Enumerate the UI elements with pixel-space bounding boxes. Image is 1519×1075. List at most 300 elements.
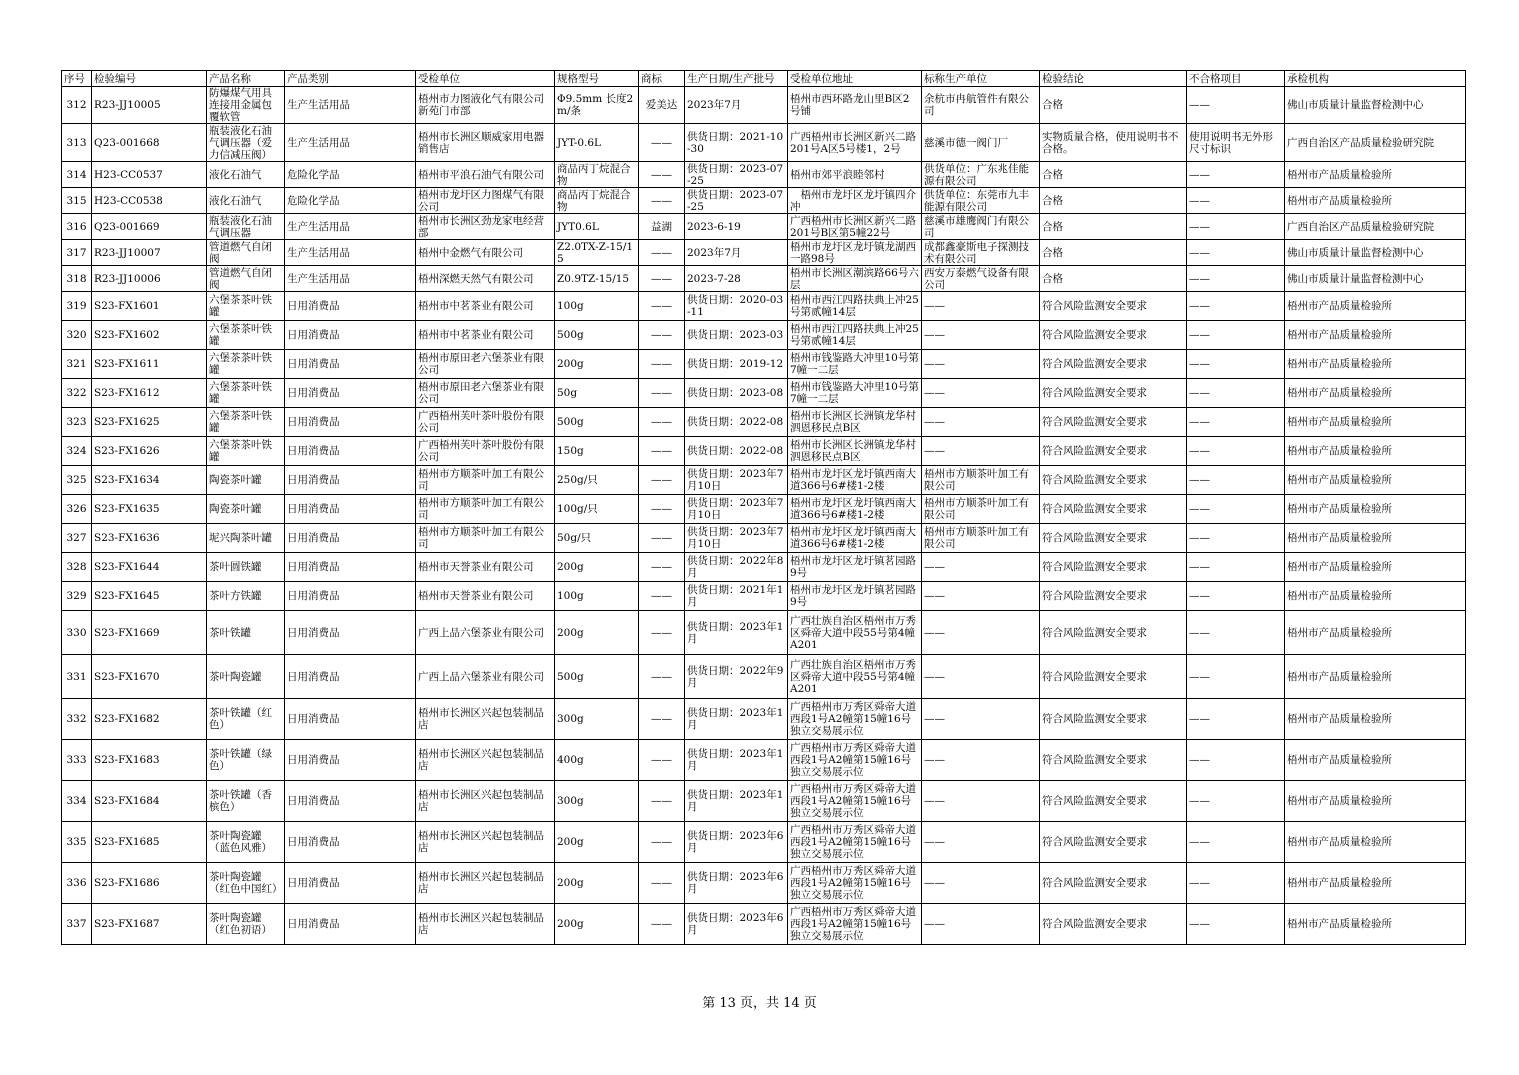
cell-inspection-agency: 梧州市产品质量检验所 — [1285, 162, 1466, 188]
cell-inspection-no: S23-FX1612 — [92, 379, 207, 408]
table-row — [62, 350, 1466, 379]
cell-unit-address: 广西壮族自治区梧州市万秀区舜帝大道中段55号第4幢A201 — [788, 611, 922, 655]
cell-manufacturer: 成都鑫豪斯电子探测技术有限公司 — [922, 240, 1040, 266]
cell-conclusion: 符合风险监测安全要求 — [1040, 699, 1187, 740]
cell-inspection-no: S23-FX1644 — [92, 553, 207, 582]
cell-product-name: 六堡茶茶叶铁罐 — [207, 379, 285, 408]
cell-inspection-no: S23-FX1634 — [92, 466, 207, 495]
cell-manufacturer: —— — [922, 553, 1040, 582]
cell-product-name: 茶叶铁罐（红色） — [207, 699, 285, 740]
cell-manufacturer: 慈溪市德一阀门厂 — [922, 124, 1040, 162]
cell-product-category: 危险化学品 — [285, 188, 416, 214]
cell-production-date: 供货日期：2022-08 — [685, 408, 788, 437]
cell-conclusion: 符合风险监测安全要求 — [1040, 524, 1187, 553]
cell-product-name: 六堡茶茶叶铁罐 — [207, 350, 285, 379]
cell-production-date: 供货日期：2022年9月 — [685, 655, 788, 699]
header-product-name: 产品名称 — [207, 71, 285, 87]
cell-production-date: 供货日期：2023年6月 — [685, 822, 788, 863]
cell-production-date: 供货日期：2022年8月 — [685, 553, 788, 582]
table-row — [62, 553, 1466, 582]
cell-trademark: —— — [639, 781, 685, 822]
cell-product-category: 日用消费品 — [285, 781, 416, 822]
cell-production-date: 供货日期：2021-10-30 — [685, 124, 788, 162]
cell-spec-model: 200g — [555, 350, 639, 379]
cell-spec-model: 50g — [555, 379, 639, 408]
cell-inspected-unit: 梧州市长洲区兴起包装制品店 — [416, 822, 555, 863]
cell-conclusion: 符合风险监测安全要求 — [1040, 582, 1187, 611]
cell-seq: 318 — [62, 266, 92, 292]
cell-inspection-agency: 广西自治区产品质量检验研究院 — [1285, 214, 1466, 240]
cell-inspection-no: S23-FX1602 — [92, 321, 207, 350]
cell-inspection-no: Q23-001669 — [92, 214, 207, 240]
cell-product-category: 日用消费品 — [285, 553, 416, 582]
header-seq: 序号 — [62, 71, 92, 87]
cell-conclusion: 符合风险监测安全要求 — [1040, 655, 1187, 699]
cell-inspection-agency: 梧州市产品质量检验所 — [1285, 466, 1466, 495]
cell-inspection-agency: 梧州市产品质量检验所 — [1285, 822, 1466, 863]
cell-failed-items: —— — [1187, 524, 1285, 553]
cell-failed-items: —— — [1187, 292, 1285, 321]
cell-failed-items: —— — [1187, 350, 1285, 379]
table-body — [62, 87, 1466, 945]
cell-trademark: —— — [639, 188, 685, 214]
cell-inspection-no: S23-FX1611 — [92, 350, 207, 379]
cell-product-category: 生产生活用品 — [285, 266, 416, 292]
cell-conclusion: 合格 — [1040, 240, 1187, 266]
cell-manufacturer: —— — [922, 863, 1040, 904]
cell-product-name: 茶叶铁罐（香槟色） — [207, 781, 285, 822]
cell-production-date: 供货日期：2023年1月 — [685, 611, 788, 655]
cell-product-category: 日用消费品 — [285, 582, 416, 611]
cell-production-date: 供货日期：2023年6月 — [685, 863, 788, 904]
cell-failed-items: —— — [1187, 437, 1285, 466]
cell-trademark: —— — [639, 495, 685, 524]
cell-failed-items: —— — [1187, 740, 1285, 781]
cell-conclusion: 符合风险监测安全要求 — [1040, 495, 1187, 524]
cell-seq: 320 — [62, 321, 92, 350]
cell-inspection-agency: 梧州市产品质量检验所 — [1285, 655, 1466, 699]
cell-failed-items: —— — [1187, 162, 1285, 188]
table-row — [62, 214, 1466, 240]
cell-manufacturer: 供货单位：广东兆佳能源有限公司 — [922, 162, 1040, 188]
cell-unit-address: 梧州市西环路龙山里B区2号铺 — [788, 87, 922, 124]
cell-production-date: 2023-7-28 — [685, 266, 788, 292]
page-number: 第 13 页，共 14 页 — [702, 996, 817, 1011]
cell-spec-model: 50g/只 — [555, 524, 639, 553]
cell-conclusion: 符合风险监测安全要求 — [1040, 350, 1187, 379]
cell-inspection-agency: 梧州市产品质量检验所 — [1285, 292, 1466, 321]
cell-conclusion: 符合风险监测安全要求 — [1040, 822, 1187, 863]
cell-inspection-no: S23-FX1635 — [92, 495, 207, 524]
cell-production-date: 供货日期：2020-03-11 — [685, 292, 788, 321]
cell-inspection-agency: 梧州市产品质量检验所 — [1285, 863, 1466, 904]
cell-failed-items: —— — [1187, 553, 1285, 582]
cell-inspection-agency: 梧州市产品质量检验所 — [1285, 188, 1466, 214]
cell-manufacturer: 梧州市方顺茶叶加工有限公司 — [922, 524, 1040, 553]
cell-inspected-unit: 广西梧州芙叶茶叶股份有限公司 — [416, 408, 555, 437]
cell-unit-address: 梧州市龙圩区龙圩镇茗园路9号 — [788, 582, 922, 611]
cell-unit-address: 梧州市龙圩区龙圩镇龙湖西一路98号 — [788, 240, 922, 266]
cell-product-name: 液化石油气 — [207, 162, 285, 188]
cell-conclusion: 合格 — [1040, 87, 1187, 124]
cell-manufacturer: —— — [922, 582, 1040, 611]
cell-production-date: 供货日期：2023年7月10日 — [685, 495, 788, 524]
cell-manufacturer: —— — [922, 781, 1040, 822]
cell-inspection-no: S23-FX1625 — [92, 408, 207, 437]
cell-trademark: —— — [639, 655, 685, 699]
cell-product-name: 六堡茶茶叶铁罐 — [207, 408, 285, 437]
cell-trademark: —— — [639, 822, 685, 863]
table-row — [62, 162, 1466, 188]
cell-failed-items: —— — [1187, 781, 1285, 822]
cell-seq: 313 — [62, 124, 92, 162]
cell-failed-items: —— — [1187, 214, 1285, 240]
cell-inspected-unit: 梧州深燃天然气有限公司 — [416, 266, 555, 292]
header-production-date: 生产日期/生产批号 — [685, 71, 788, 87]
cell-unit-address: 梧州市龙圩区龙圩镇西南大道366号6#楼1-2楼 — [788, 495, 922, 524]
cell-production-date: 供货日期：2021年1月 — [685, 582, 788, 611]
cell-inspected-unit: 梧州中金燃气有限公司 — [416, 240, 555, 266]
cell-spec-model: 300g — [555, 781, 639, 822]
cell-unit-address: 梧州市龙圩区龙圩镇西南大道366号6#楼1-2楼 — [788, 466, 922, 495]
cell-inspection-no: S23-FX1626 — [92, 437, 207, 466]
cell-unit-address: 广西梧州市万秀区舜帝大道西段1号A2幢第15幢16号独立交易展示位 — [788, 904, 922, 945]
cell-product-category: 日用消费品 — [285, 699, 416, 740]
cell-inspected-unit: 梧州市方顺茶叶加工有限公司 — [416, 495, 555, 524]
cell-product-category: 日用消费品 — [285, 524, 416, 553]
cell-manufacturer: 梧州市方顺茶叶加工有限公司 — [922, 466, 1040, 495]
cell-trademark: —— — [639, 379, 685, 408]
cell-unit-address: 梧州市长洲区潮滨路66号六层 — [788, 266, 922, 292]
table-row — [62, 321, 1466, 350]
cell-product-category: 日用消费品 — [285, 408, 416, 437]
cell-product-name: 茶叶铁罐 — [207, 611, 285, 655]
cell-inspection-agency: 梧州市产品质量检验所 — [1285, 582, 1466, 611]
cell-seq: 332 — [62, 699, 92, 740]
cell-product-category: 日用消费品 — [285, 863, 416, 904]
cell-product-category: 日用消费品 — [285, 655, 416, 699]
cell-product-category: 日用消费品 — [285, 466, 416, 495]
cell-manufacturer: —— — [922, 611, 1040, 655]
cell-product-name: 茶叶陶瓷罐（蓝色风雅） — [207, 822, 285, 863]
cell-spec-model: 200g — [555, 904, 639, 945]
cell-product-category: 危险化学品 — [285, 162, 416, 188]
cell-unit-address: 广西梧州市万秀区舜帝大道西段1号A2幢第15幢16号独立交易展示位 — [788, 699, 922, 740]
cell-trademark: —— — [639, 266, 685, 292]
cell-inspection-no: R23-JJ10006 — [92, 266, 207, 292]
cell-product-category: 日用消费品 — [285, 437, 416, 466]
cell-seq: 321 — [62, 350, 92, 379]
cell-conclusion: 合格 — [1040, 188, 1187, 214]
cell-inspected-unit: 梧州市长洲区劲龙家电经营部 — [416, 214, 555, 240]
cell-spec-model: Z2.0TX-Z-15/15 — [555, 240, 639, 266]
cell-trademark: —— — [639, 437, 685, 466]
cell-seq: 314 — [62, 162, 92, 188]
cell-manufacturer: —— — [922, 437, 1040, 466]
cell-manufacturer: 西安万泰燃气设备有限公司 — [922, 266, 1040, 292]
cell-inspection-agency: 梧州市产品质量检验所 — [1285, 408, 1466, 437]
cell-product-name: 坭兴陶茶叶罐 — [207, 524, 285, 553]
cell-inspected-unit: 广西上品六堡茶业有限公司 — [416, 611, 555, 655]
cell-failed-items: —— — [1187, 582, 1285, 611]
cell-seq: 319 — [62, 292, 92, 321]
cell-seq: 325 — [62, 466, 92, 495]
cell-trademark: —— — [639, 582, 685, 611]
cell-production-date: 供货日期：2023年1月 — [685, 699, 788, 740]
cell-inspection-no: H23-CC0537 — [92, 162, 207, 188]
cell-production-date: 2023年7月 — [685, 87, 788, 124]
cell-inspected-unit: 梧州市原田老六堡茶业有限公司 — [416, 350, 555, 379]
cell-manufacturer: —— — [922, 408, 1040, 437]
cell-spec-model: 200g — [555, 863, 639, 904]
cell-seq: 316 — [62, 214, 92, 240]
cell-inspected-unit: 梧州市方顺茶叶加工有限公司 — [416, 524, 555, 553]
cell-trademark: 益湖 — [639, 214, 685, 240]
cell-conclusion: 合格 — [1040, 214, 1187, 240]
header-inspected-unit: 受检单位 — [416, 71, 555, 87]
cell-inspection-agency: 梧州市产品质量检验所 — [1285, 495, 1466, 524]
cell-failed-items: —— — [1187, 266, 1285, 292]
cell-product-name: 茶叶方铁罐 — [207, 582, 285, 611]
cell-inspection-agency: 梧州市产品质量检验所 — [1285, 437, 1466, 466]
cell-trademark: —— — [639, 350, 685, 379]
cell-manufacturer: —— — [922, 350, 1040, 379]
cell-failed-items: —— — [1187, 822, 1285, 863]
cell-spec-model: 300g — [555, 699, 639, 740]
cell-unit-address: 梧州市长洲区长洲镇龙华村泗恩移民点B区 — [788, 408, 922, 437]
cell-failed-items: —— — [1187, 321, 1285, 350]
cell-inspection-agency: 佛山市质量计量监督检测中心 — [1285, 266, 1466, 292]
cell-inspection-agency: 梧州市产品质量检验所 — [1285, 350, 1466, 379]
cell-seq: 327 — [62, 524, 92, 553]
cell-seq: 337 — [62, 904, 92, 945]
cell-trademark: —— — [639, 740, 685, 781]
cell-unit-address: 梧州市龙圩区龙圩镇茗园路9号 — [788, 553, 922, 582]
cell-conclusion: 合格 — [1040, 266, 1187, 292]
cell-failed-items: —— — [1187, 408, 1285, 437]
cell-production-date: 供货日期：2023年7月10日 — [685, 466, 788, 495]
cell-unit-address: 广西梧州市万秀区舜帝大道西段1号A2幢第15幢16号独立交易展示位 — [788, 740, 922, 781]
table-row — [62, 87, 1466, 124]
cell-conclusion: 符合风险监测安全要求 — [1040, 379, 1187, 408]
table-row — [62, 524, 1466, 553]
cell-unit-address: 梧州市龙圩区龙圩镇四介冲 — [788, 188, 922, 214]
cell-product-name: 六堡茶茶叶铁罐 — [207, 292, 285, 321]
cell-seq: 315 — [62, 188, 92, 214]
cell-product-name: 瓶装液化石油气调压器（爱力信减压阀） — [207, 124, 285, 162]
cell-product-name: 六堡茶茶叶铁罐 — [207, 437, 285, 466]
cell-spec-model: 200g — [555, 822, 639, 863]
cell-inspected-unit: 梧州市中茗茶业有限公司 — [416, 321, 555, 350]
cell-spec-model: 500g — [555, 655, 639, 699]
cell-seq: 331 — [62, 655, 92, 699]
table-row — [62, 466, 1466, 495]
cell-trademark: —— — [639, 466, 685, 495]
table-row — [62, 188, 1466, 214]
cell-spec-model: 400g — [555, 740, 639, 781]
header-failed-items: 不合格项目 — [1187, 71, 1285, 87]
cell-inspection-no: S23-FX1636 — [92, 524, 207, 553]
cell-spec-model: 500g — [555, 408, 639, 437]
cell-production-date: 供货日期：2023年6月 — [685, 904, 788, 945]
cell-inspection-agency: 梧州市产品质量检验所 — [1285, 781, 1466, 822]
cell-product-name: 液化石油气 — [207, 188, 285, 214]
cell-seq: 317 — [62, 240, 92, 266]
cell-conclusion: 符合风险监测安全要求 — [1040, 408, 1187, 437]
cell-conclusion: 符合风险监测安全要求 — [1040, 904, 1187, 945]
table-row — [62, 292, 1466, 321]
table-row — [62, 699, 1466, 740]
cell-failed-items: —— — [1187, 87, 1285, 124]
cell-production-date: 供货日期：2022-08 — [685, 437, 788, 466]
cell-spec-model: 100g/只 — [555, 495, 639, 524]
cell-production-date: 供货日期：2023-08 — [685, 379, 788, 408]
cell-spec-model: Φ9.5mm 长度2m/条 — [555, 87, 639, 124]
cell-inspection-agency: 梧州市产品质量检验所 — [1285, 379, 1466, 408]
cell-inspected-unit: 梧州市长洲区兴起包装制品店 — [416, 904, 555, 945]
cell-trademark: —— — [639, 863, 685, 904]
cell-unit-address: 广西梧州市长洲区新兴二路201号A区5号楼1，2号 — [788, 124, 922, 162]
cell-production-date: 2023-6-19 — [685, 214, 788, 240]
cell-seq: 336 — [62, 863, 92, 904]
cell-failed-items: —— — [1187, 466, 1285, 495]
cell-unit-address: 广西梧州市万秀区舜帝大道西段1号A2幢第15幢16号独立交易展示位 — [788, 822, 922, 863]
cell-failed-items: —— — [1187, 611, 1285, 655]
cell-product-name: 防爆煤气用具连接用金属包覆软管 — [207, 87, 285, 124]
cell-product-category: 生产生活用品 — [285, 87, 416, 124]
cell-conclusion: 实物质量合格，使用说明书不合格。 — [1040, 124, 1187, 162]
table-header-row — [62, 71, 1466, 87]
cell-spec-model: 200g — [555, 611, 639, 655]
cell-inspected-unit: 梧州市天誉茶业有限公司 — [416, 582, 555, 611]
cell-failed-items: —— — [1187, 379, 1285, 408]
cell-production-date: 供货日期：2023-07-25 — [685, 162, 788, 188]
cell-trademark: 爱美达 — [639, 87, 685, 124]
cell-production-date: 供货日期：2019-12 — [685, 350, 788, 379]
cell-product-category: 日用消费品 — [285, 350, 416, 379]
cell-product-name: 陶瓷茶叶罐 — [207, 466, 285, 495]
cell-spec-model: 100g — [555, 582, 639, 611]
cell-conclusion: 符合风险监测安全要求 — [1040, 321, 1187, 350]
cell-product-category: 日用消费品 — [285, 379, 416, 408]
cell-inspected-unit: 广西上品六堡茶业有限公司 — [416, 655, 555, 699]
cell-product-category: 日用消费品 — [285, 611, 416, 655]
cell-inspection-no: S23-FX1683 — [92, 740, 207, 781]
cell-manufacturer: —— — [922, 292, 1040, 321]
cell-failed-items: —— — [1187, 495, 1285, 524]
cell-inspected-unit: 梧州市力图液化气有限公司新苑门市部 — [416, 87, 555, 124]
cell-seq: 324 — [62, 437, 92, 466]
cell-trademark: —— — [639, 408, 685, 437]
table-row — [62, 655, 1466, 699]
cell-manufacturer: 梧州市方顺茶叶加工有限公司 — [922, 495, 1040, 524]
cell-unit-address: 梧州市长洲区长洲镇龙华村泗恩移民点B区 — [788, 437, 922, 466]
cell-failed-items: —— — [1187, 699, 1285, 740]
cell-failed-items: 使用说明书无外形尺寸标识 — [1187, 124, 1285, 162]
cell-manufacturer: —— — [922, 655, 1040, 699]
cell-inspected-unit: 梧州市平浪石油气有限公司 — [416, 162, 555, 188]
header-inspection-agency: 承检机构 — [1285, 71, 1466, 87]
cell-product-category: 日用消费品 — [285, 740, 416, 781]
cell-spec-model: 商品丙丁烷混合物 — [555, 188, 639, 214]
header-spec-model: 规格型号 — [555, 71, 639, 87]
cell-product-name: 茶叶铁罐（绿色） — [207, 740, 285, 781]
table-row — [62, 495, 1466, 524]
cell-inspected-unit: 梧州市天誉茶业有限公司 — [416, 553, 555, 582]
cell-product-name: 茶叶圆铁罐 — [207, 553, 285, 582]
cell-spec-model: Z0.9TZ-15/15 — [555, 266, 639, 292]
cell-unit-address: 梧州市郊平浪睦邻村 — [788, 162, 922, 188]
cell-spec-model: JYT0.6L — [555, 214, 639, 240]
cell-spec-model: 250g/只 — [555, 466, 639, 495]
cell-inspection-no: S23-FX1645 — [92, 582, 207, 611]
cell-failed-items: —— — [1187, 188, 1285, 214]
cell-production-date: 供货日期：2023-03 — [685, 321, 788, 350]
cell-inspection-no: S23-FX1685 — [92, 822, 207, 863]
cell-product-name: 茶叶陶瓷罐（红色初语） — [207, 904, 285, 945]
cell-product-name: 茶叶陶瓷罐（红色中国红） — [207, 863, 285, 904]
cell-seq: 326 — [62, 495, 92, 524]
cell-unit-address: 梧州市钱鉴路大冲里10号第7幢一二层 — [788, 350, 922, 379]
cell-conclusion: 合格 — [1040, 162, 1187, 188]
cell-failed-items: —— — [1187, 655, 1285, 699]
cell-inspected-unit: 广西梧州芙叶茶叶股份有限公司 — [416, 437, 555, 466]
cell-seq: 323 — [62, 408, 92, 437]
cell-product-name: 六堡茶茶叶铁罐 — [207, 321, 285, 350]
cell-seq: 322 — [62, 379, 92, 408]
cell-seq: 335 — [62, 822, 92, 863]
header-manufacturer: 标称生产单位 — [922, 71, 1040, 87]
table-row — [62, 904, 1466, 945]
cell-trademark: —— — [639, 321, 685, 350]
table-row — [62, 408, 1466, 437]
cell-unit-address: 梧州市钱鉴路大冲里10号第7幢一二层 — [788, 379, 922, 408]
cell-unit-address: 广西梧州市万秀区舜帝大道西段1号A2幢第15幢16号独立交易展示位 — [788, 863, 922, 904]
cell-inspection-agency: 梧州市产品质量检验所 — [1285, 321, 1466, 350]
cell-inspection-agency: 梧州市产品质量检验所 — [1285, 699, 1466, 740]
cell-failed-items: —— — [1187, 904, 1285, 945]
cell-product-name: 瓶装液化石油气调压器 — [207, 214, 285, 240]
cell-product-category: 日用消费品 — [285, 822, 416, 863]
cell-manufacturer: 供货单位：东莞市九丰能源有限公司 — [922, 188, 1040, 214]
cell-unit-address: 广西梧州市万秀区舜帝大道西段1号A2幢第15幢16号独立交易展示位 — [788, 781, 922, 822]
cell-failed-items: —— — [1187, 240, 1285, 266]
table-row — [62, 124, 1466, 162]
table-row — [62, 582, 1466, 611]
cell-inspection-no: S23-FX1687 — [92, 904, 207, 945]
cell-conclusion: 符合风险监测安全要求 — [1040, 437, 1187, 466]
cell-inspected-unit: 梧州市龙圩区力图煤气有限公司 — [416, 188, 555, 214]
table-row — [62, 740, 1466, 781]
cell-spec-model: 商品丙丁烷混合物 — [555, 162, 639, 188]
cell-seq: 334 — [62, 781, 92, 822]
table-row — [62, 379, 1466, 408]
cell-product-category: 生产生活用品 — [285, 124, 416, 162]
cell-inspected-unit: 梧州市原田老六堡茶业有限公司 — [416, 379, 555, 408]
cell-product-name: 茶叶陶瓷罐 — [207, 655, 285, 699]
header-trademark: 商标 — [639, 71, 685, 87]
cell-trademark: —— — [639, 524, 685, 553]
cell-inspection-no: S23-FX1601 — [92, 292, 207, 321]
cell-product-category: 日用消费品 — [285, 321, 416, 350]
cell-unit-address: 梧州市龙圩区龙圩镇西南大道366号6#楼1-2楼 — [788, 524, 922, 553]
cell-inspection-no: S23-FX1684 — [92, 781, 207, 822]
cell-inspection-agency: 梧州市产品质量检验所 — [1285, 611, 1466, 655]
cell-inspected-unit: 梧州市长洲区兴起包装制品店 — [416, 781, 555, 822]
cell-inspection-no: R23-JJ10007 — [92, 240, 207, 266]
cell-inspected-unit: 梧州市方顺茶叶加工有限公司 — [416, 466, 555, 495]
cell-failed-items: —— — [1187, 863, 1285, 904]
